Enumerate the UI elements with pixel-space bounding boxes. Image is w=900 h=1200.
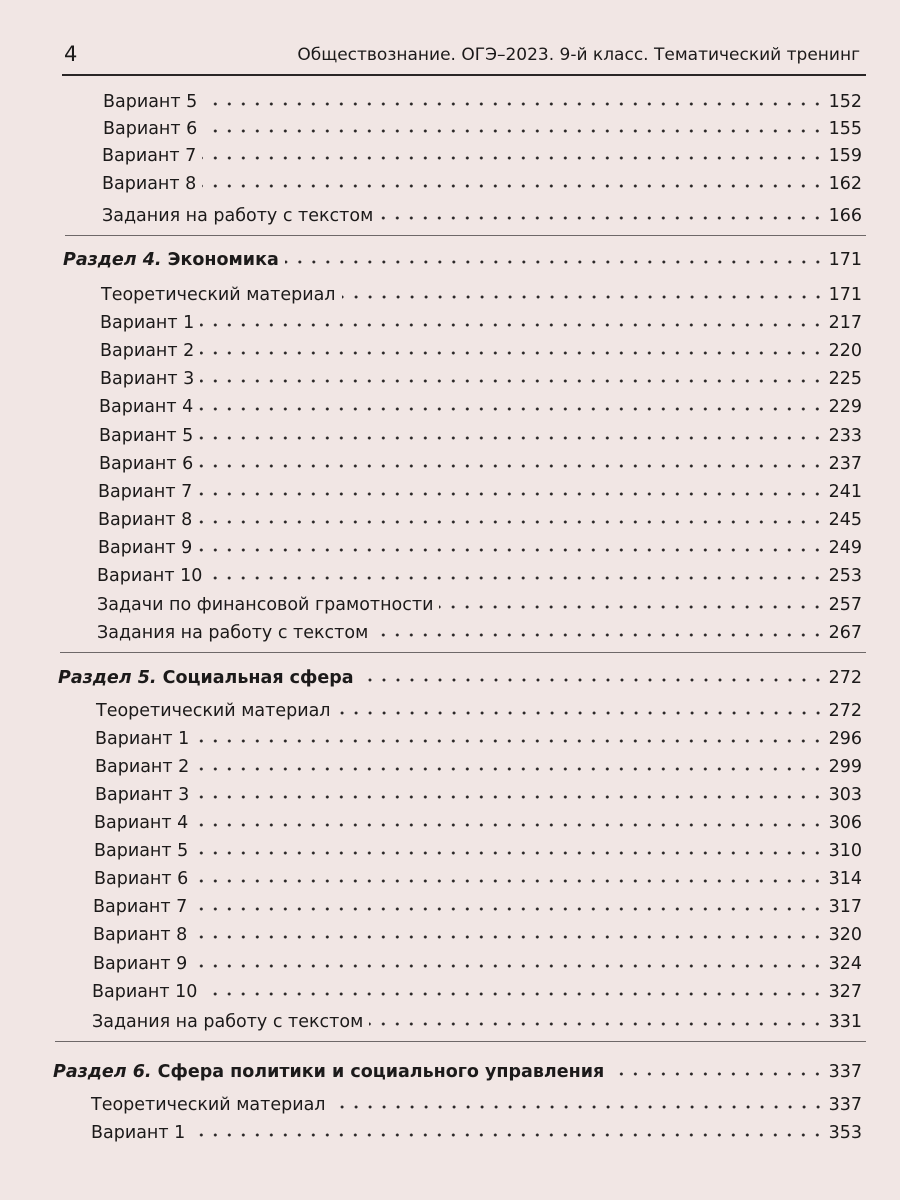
dot-leader (193, 934, 824, 940)
toc-entry-row (93, 917, 862, 945)
dot-leader (369, 1021, 824, 1027)
toc-entry-row (94, 833, 862, 861)
toc-page-number: 320 (828, 925, 862, 945)
toc-entry-row (91, 1087, 862, 1115)
toc-page-number: 241 (828, 482, 862, 502)
toc-entry-label: Теоретический материал (91, 1095, 326, 1115)
toc-entry-row (92, 1004, 862, 1032)
toc-entry-label: Вариант 7 (102, 146, 197, 166)
toc-page-number: 249 (828, 538, 862, 558)
toc-entry-label: Вариант 7 (98, 482, 193, 502)
toc-entry-label: Теоретический материал (101, 285, 336, 305)
dot-leader (379, 215, 824, 221)
toc-page-number: 337 (828, 1095, 862, 1115)
dot-leader (203, 991, 824, 997)
toc-entry-row (100, 333, 862, 361)
dot-leader (332, 1104, 825, 1110)
toc-entry-label: Вариант 1 (95, 729, 190, 749)
toc-entry-row (99, 389, 862, 417)
toc-page-number: 272 (828, 701, 862, 721)
toc-entry-label: Вариант 4 (99, 397, 194, 417)
toc-entry-row (101, 277, 862, 305)
toc-entry-row (102, 166, 862, 194)
toc-page-number: 331 (828, 1012, 862, 1032)
toc-page-number: 272 (828, 668, 862, 688)
page-number: 4 (64, 42, 78, 66)
toc-entry-label: Вариант 5 (94, 841, 189, 861)
toc-page-number: 257 (828, 595, 862, 615)
toc-section-row (63, 242, 862, 270)
toc-entry-row (103, 84, 862, 112)
section-divider (65, 235, 866, 236)
toc-page-number: 152 (828, 92, 862, 112)
dot-leader (198, 547, 824, 553)
toc-page-number: 299 (828, 757, 862, 777)
toc-entry-row (95, 749, 862, 777)
toc-entry-row (97, 587, 862, 615)
dot-leader (439, 604, 824, 610)
toc-entry-label: Вариант 3 (95, 785, 190, 805)
toc-page-number: 314 (828, 869, 862, 889)
toc-entry-label: Вариант 8 (93, 925, 188, 945)
dot-leader (342, 294, 825, 300)
toc-entry-label: Вариант 2 (100, 341, 195, 361)
toc-entry-label: Вариант 3 (100, 369, 195, 389)
toc-entry-label: Задачи по финансовой грамотности (97, 595, 434, 615)
toc-entry-row (102, 138, 862, 166)
dot-leader (191, 1132, 824, 1138)
dot-leader (202, 183, 824, 189)
toc-entry-row (96, 693, 862, 721)
toc-section-prefix: Раздел 4. (63, 250, 162, 270)
toc-entry-label: Задания на работу с текстом (92, 1012, 364, 1032)
toc-entry-label: Вариант 8 (102, 174, 197, 194)
toc-entry-label: Вариант 10 (97, 566, 203, 586)
toc-entry-row (98, 502, 862, 530)
toc-page-number: 245 (828, 510, 862, 530)
toc-page-number: 162 (828, 174, 862, 194)
dot-leader (199, 463, 824, 469)
toc-entry-row (103, 111, 862, 139)
section-divider (60, 652, 866, 653)
toc-page-number: 324 (828, 954, 862, 974)
toc-entry-label: Вариант 1 (91, 1123, 186, 1143)
toc-page-number: 306 (828, 813, 862, 833)
toc-entry-row (95, 721, 862, 749)
toc-page-number: 171 (828, 250, 862, 270)
toc-page-number: 317 (828, 897, 862, 917)
toc-entry-label: Вариант 8 (98, 510, 193, 530)
toc-entry-label: Задания на работу с текстом (102, 206, 374, 226)
toc-entry-row (93, 889, 862, 917)
dot-leader (193, 963, 824, 969)
dot-leader (200, 350, 824, 356)
toc-page-number: 296 (828, 729, 862, 749)
toc-entry-label: Вариант 4 (94, 813, 189, 833)
dot-leader (374, 632, 824, 638)
toc-entry-label: Вариант 10 (92, 982, 198, 1002)
dot-leader (198, 519, 824, 525)
toc-section-title (63, 250, 285, 270)
dot-leader (195, 794, 824, 800)
dot-leader (208, 575, 824, 581)
toc-entry-label: Вариант 6 (103, 119, 198, 139)
toc-page-number: 253 (828, 566, 862, 586)
toc-section-row (53, 1054, 862, 1082)
toc-entry-row (100, 361, 862, 389)
dot-leader (203, 128, 824, 134)
toc-entry-row (98, 474, 862, 502)
toc-page-number: 166 (828, 206, 862, 226)
toc-page-number: 310 (828, 841, 862, 861)
toc-entry-row (94, 805, 862, 833)
toc-entry-label: Задания на работу с текстом (97, 623, 369, 643)
toc-entry-label: Вариант 5 (103, 92, 198, 112)
toc-entry-label: Вариант 6 (94, 869, 189, 889)
toc-page-number: 225 (828, 369, 862, 389)
dot-leader (200, 322, 824, 328)
dot-leader (194, 822, 824, 828)
dot-leader (195, 738, 824, 744)
toc-entry-row (91, 1115, 862, 1143)
toc-entry-label: Вариант 1 (100, 313, 195, 333)
running-title: Обществознание. ОГЭ–2023. 9-й класс. Тематический тренинг (297, 45, 860, 65)
toc-entry-row (98, 530, 862, 558)
toc-entry-label: Вариант 6 (99, 454, 194, 474)
toc-section-prefix: Раздел 5. (58, 668, 157, 688)
dot-leader (203, 101, 824, 107)
dot-leader (610, 1071, 824, 1077)
toc-entry-row (100, 305, 862, 333)
dot-leader (195, 766, 824, 772)
dot-leader (193, 906, 824, 912)
toc-section-title (58, 668, 360, 688)
toc-page-number: 171 (828, 285, 862, 305)
toc-page-number: 337 (828, 1062, 862, 1082)
toc-section-label: Сфера политики и социального управления (157, 1062, 605, 1082)
dot-leader (194, 850, 824, 856)
toc-page-number: 159 (828, 146, 862, 166)
toc-entry-label: Теоретический материал (96, 701, 331, 721)
toc-section-row (58, 660, 862, 688)
dot-leader (199, 435, 824, 441)
toc-section-prefix: Раздел 6. (53, 1062, 152, 1082)
toc-page-number: 327 (828, 982, 862, 1002)
toc-section-title (53, 1062, 610, 1082)
toc-entry-label: Вариант 5 (99, 426, 194, 446)
dot-leader (360, 677, 825, 683)
toc-entry-label: Вариант 9 (93, 954, 188, 974)
toc-section-label: Экономика (167, 250, 279, 270)
dot-leader (200, 378, 824, 384)
toc-page-number: 267 (828, 623, 862, 643)
toc-entry-label: Вариант 2 (95, 757, 190, 777)
toc-page-number: 220 (828, 341, 862, 361)
toc-entry-row (93, 946, 862, 974)
toc-entry-row (99, 446, 862, 474)
toc-page-number: 217 (828, 313, 862, 333)
toc-page-number: 303 (828, 785, 862, 805)
toc-page-number: 229 (828, 397, 862, 417)
dot-leader (285, 259, 825, 265)
toc-section-label: Социальная сфера (162, 668, 354, 688)
dot-leader (199, 406, 824, 412)
dot-leader (194, 878, 824, 884)
toc-entry-row (97, 558, 862, 586)
toc-entry-row (95, 777, 862, 805)
toc-entry-label: Вариант 7 (93, 897, 188, 917)
toc-page-number: 353 (828, 1123, 862, 1143)
dot-leader (198, 491, 824, 497)
toc-page-number: 237 (828, 454, 862, 474)
toc-entry-label: Вариант 9 (98, 538, 193, 558)
toc-entry-row (92, 974, 862, 1002)
page-header (62, 40, 866, 76)
toc-entry-row (99, 418, 862, 446)
toc-page-number: 155 (828, 119, 862, 139)
toc-entry-row (94, 861, 862, 889)
toc-entry-row (97, 615, 862, 643)
toc-entry-row (102, 198, 862, 226)
dot-leader (337, 710, 825, 716)
section-divider (55, 1041, 866, 1042)
toc-page-number: 233 (828, 426, 862, 446)
dot-leader (202, 155, 824, 161)
